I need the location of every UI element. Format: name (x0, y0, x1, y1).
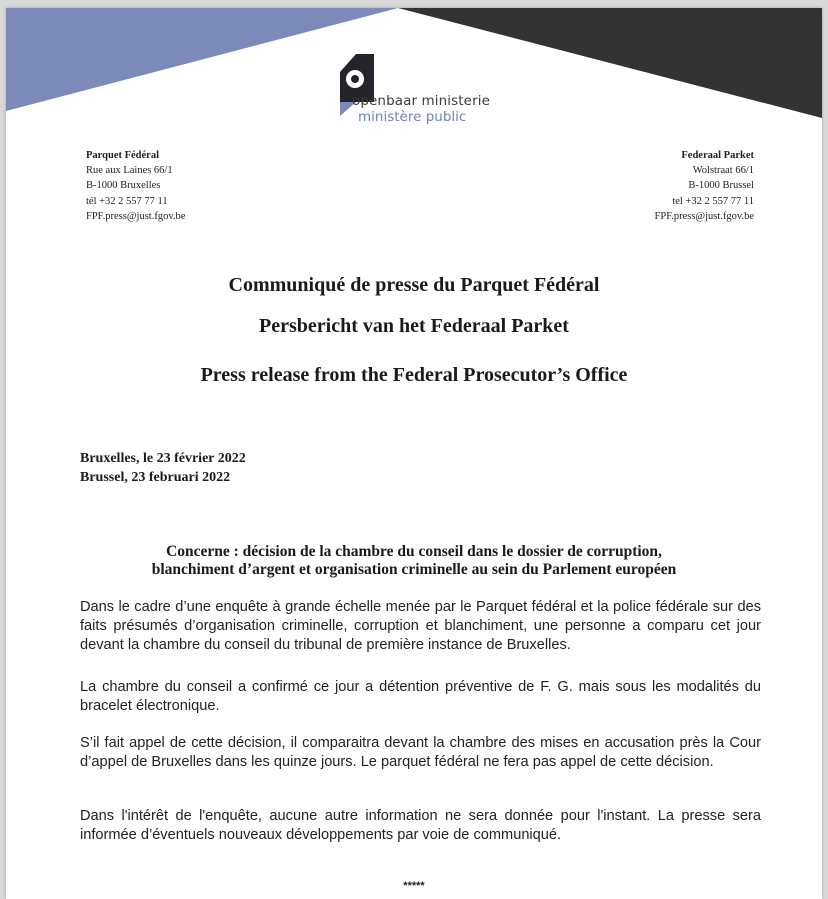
date-nl: Brussel, 23 februari 2022 (80, 470, 231, 485)
body-paragraph-4: Dans l'intérêt de l'enquête, aucune autre information ne sera donnée pour l'instant. La presse sera informée d’éventuels nouveaux développements par voie de communiqué. (80, 808, 761, 843)
address-email: FPF.press@just.fgov.be (654, 210, 754, 222)
address-street: Rue aux Laines 66/1 (86, 165, 173, 177)
date-fr: Bruxelles, le 23 février 2022 (80, 451, 246, 466)
address-block-fr (86, 148, 185, 224)
body-paragraph-1: Dans le cadre d’une enquête à grande échelle menée par le Parquet fédéral et la police fédérale sur des faits présumés d’organisation criminelle, corruption et blanchiment, une personne a comparu cet jour devant la chambre du conseil du tribunal de première instance de Bruxelles. (80, 599, 761, 653)
address-name: Federaal Parket (681, 150, 754, 161)
body-paragraph-2: La chambre du conseil a confirmé ce jour a détention préventive de F. G. mais sous les modalités du bracelet électronique. (80, 679, 761, 714)
title-nl: Persbericht van het Federaal Parket (259, 315, 569, 337)
address-city: B-1000 Brussel (688, 180, 754, 192)
body-paragraph-3: S’il fait appel de cette décision, il comparaitra devant la chambre des mises en accusation près la Cour d’appel de Bruxelles dans les quinze jours. Le parquet fédéral ne fera pas appel de cette décision. (80, 735, 761, 770)
address-street: Wolstraat 66/1 (692, 165, 754, 177)
address-phone: tel +32 2 557 77 11 (672, 195, 754, 207)
address-city: B-1000 Bruxelles (86, 180, 161, 192)
logo-text-fr: ministère public (358, 109, 467, 125)
footer-separator: ***** (403, 880, 425, 892)
subject-line-1: Concerne : décision de la chambre du conseil dans le dossier de corruption, (166, 543, 662, 560)
subject-heading (66, 543, 762, 579)
address-name: Parquet Fédéral (86, 150, 159, 161)
title-en: Press release from the Federal Prosecutor’s Office (200, 364, 628, 386)
subject-line-2: blanchiment d’argent et organisation criminelle au sein du Parlement européen (151, 561, 677, 578)
address-block-nl (655, 148, 754, 224)
logo-text-nl: openbaar ministerie (352, 93, 490, 109)
title-fr: Communiqué de presse du Parquet Fédéral (228, 274, 600, 296)
address-phone: tél +32 2 557 77 11 (86, 195, 168, 207)
address-email: FPF.press@just.fgov.be (86, 210, 186, 222)
date-block (80, 449, 246, 487)
document-page (6, 8, 822, 899)
